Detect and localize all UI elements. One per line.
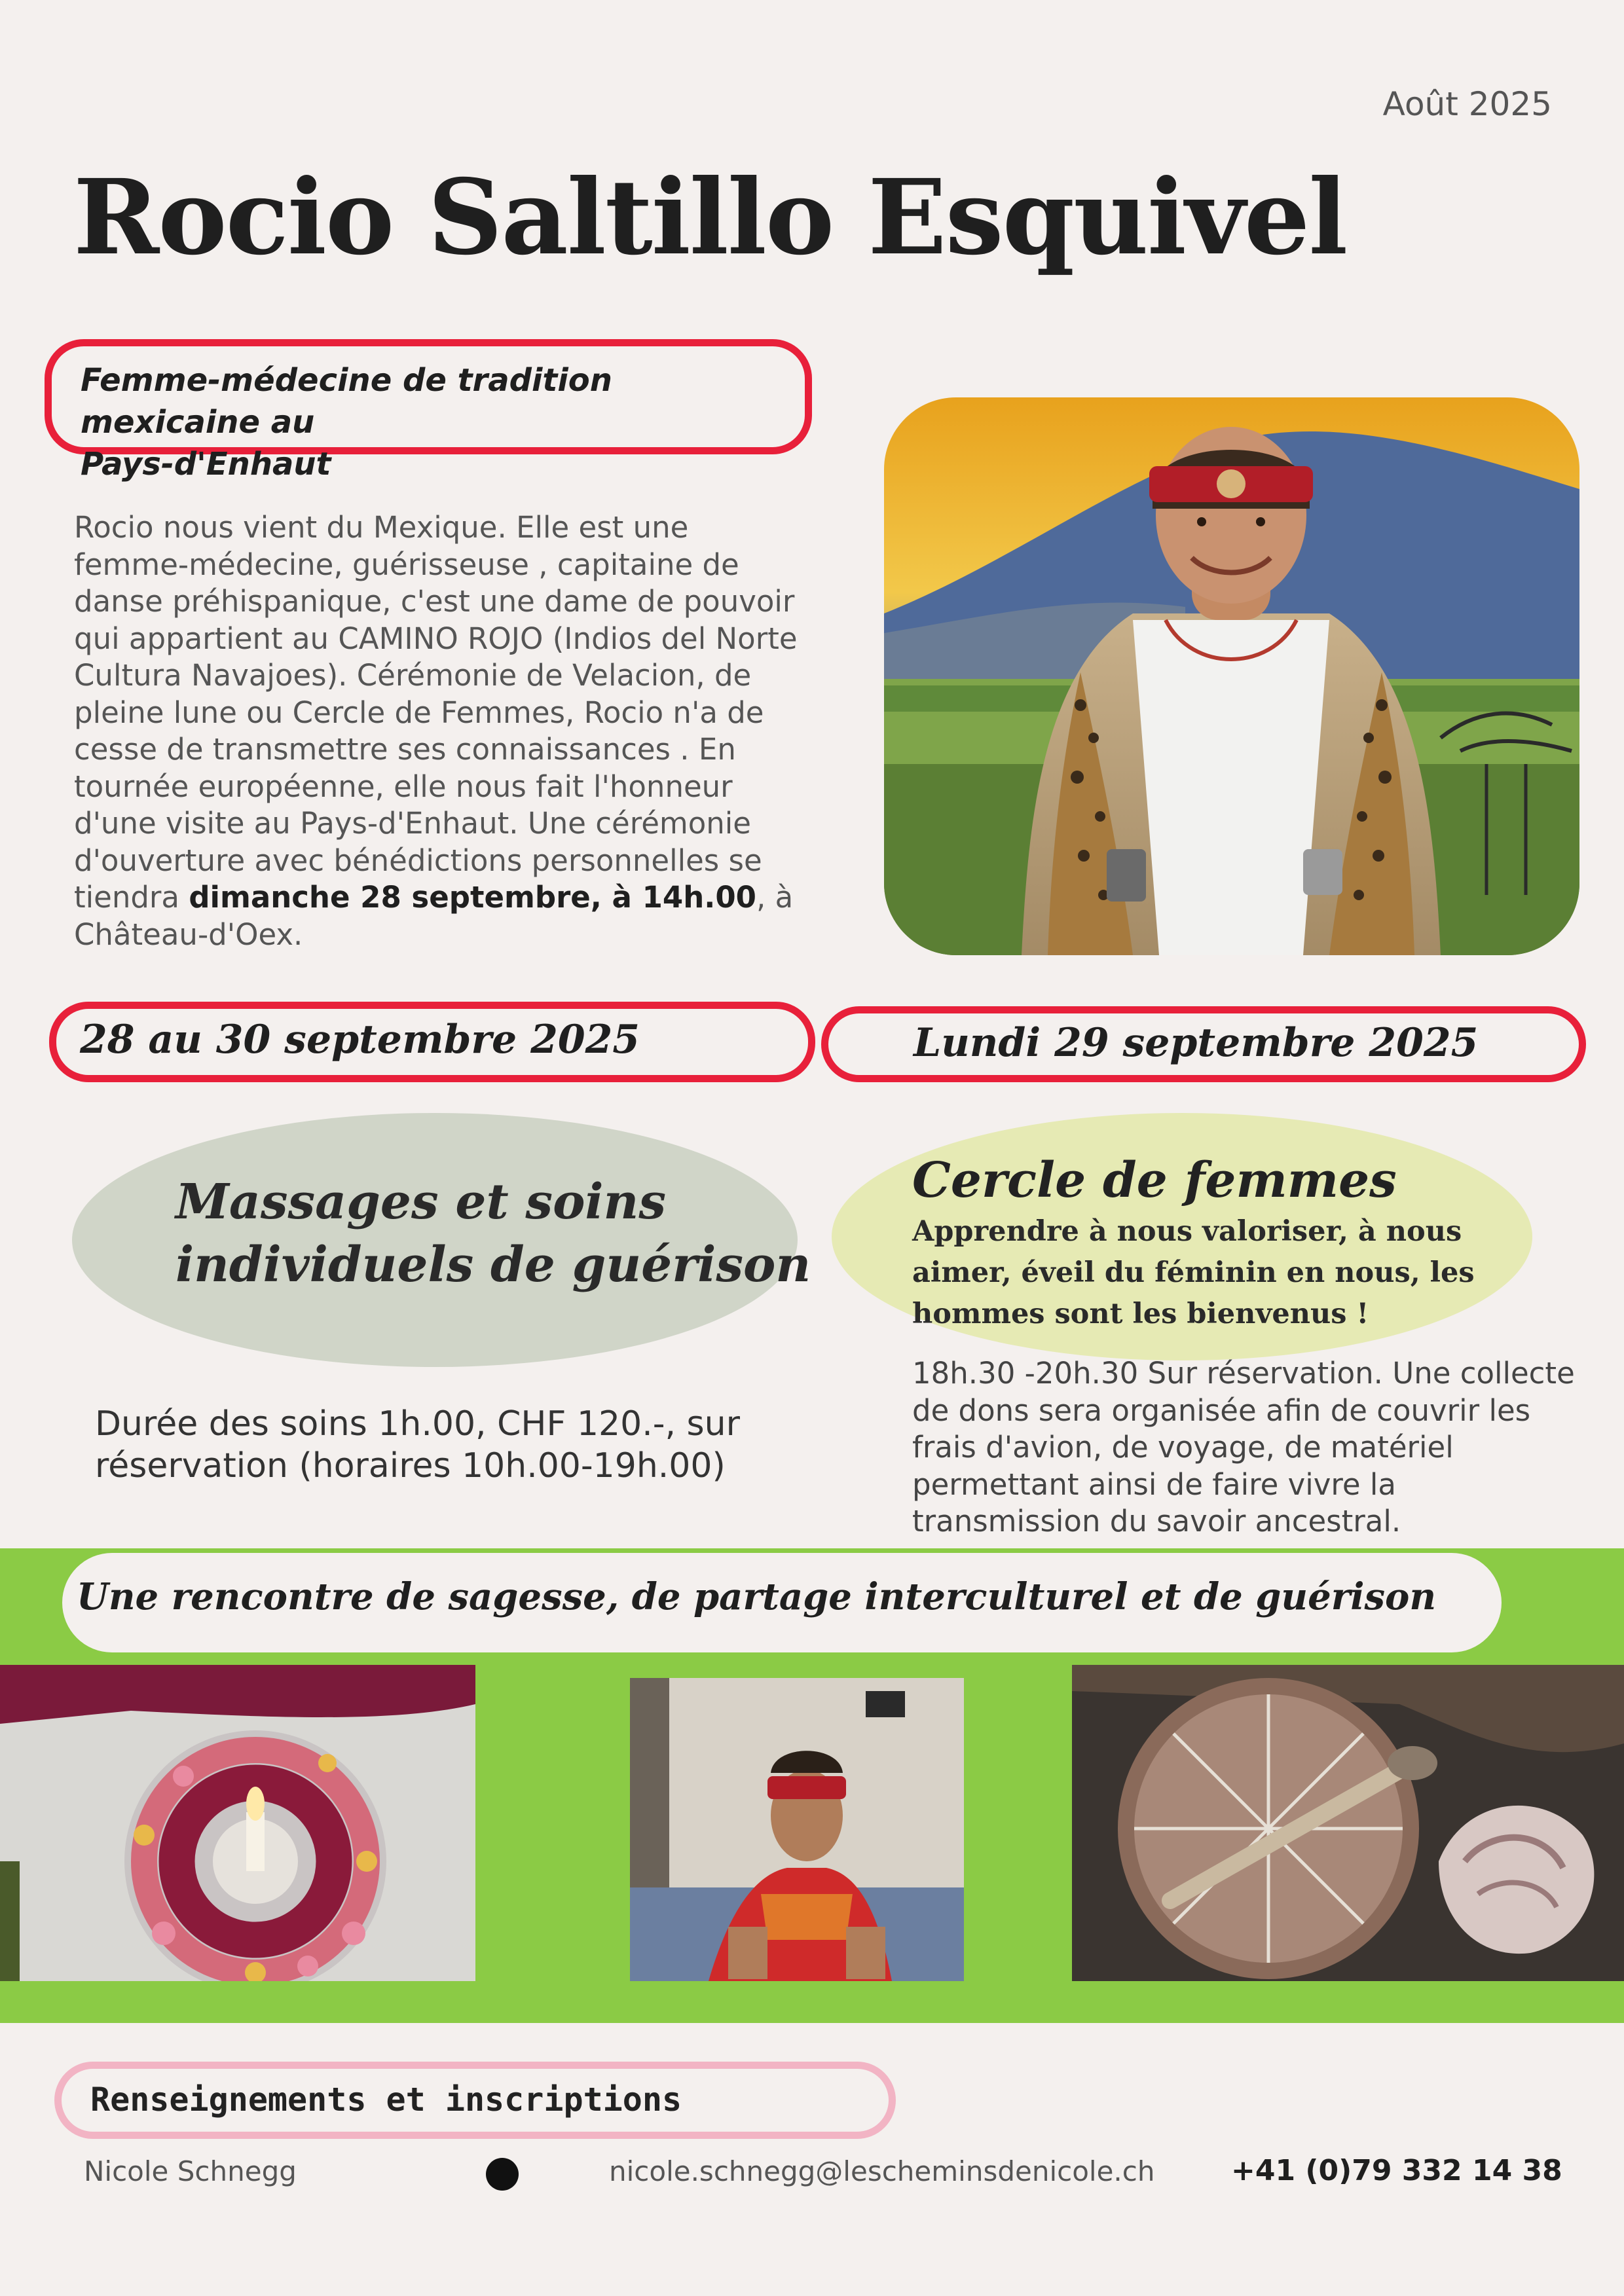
intro-text: Rocio nous vient du Mexique. Elle est une femme-médecine, guérisseuse , capitaine de danse préhispanique, c'est une dame de pouvoir qui appartient au CAMINO ROJO (Indios del Norte Cultura Navajoes). Cérémonie de Velacion, de pleine lune ou Cercle de Femmes, Rocio n'a de cesse de transmettre ses connaissances . En tournée européenne, elle nous fait l'honneur d'une visite au Pays-d'Enhaut. Une cérémonie d'ouverture avec bénédictions personnelles se tiendra [74, 510, 798, 915]
document-date: Août 2025 [1382, 85, 1552, 123]
massages-details: Durée des soins 1h.00, CHF 120.-, sur réservation (horaires 10h.00-19h.00) [95, 1404, 740, 1485]
flower-candle-photo [0, 1665, 475, 1981]
tagline-banner [62, 1553, 1502, 1652]
massage-photo [630, 1678, 964, 1981]
date-box-right [821, 1006, 1586, 1082]
tagline-text: Une rencontre de sagesse, de partage interculturel et de guérison [77, 1575, 1437, 1618]
cercle-details: 18h.30 -20h.30 Sur réservation. Une collecte de dons sera organisée afin de couvrir les frais d'avion, de voyage, de matériel permettant ainsi de faire vivre la transmission du savoir ancestral. [912, 1356, 1575, 1539]
intro-highlight: dimanche 28 septembre, à 14h.00 [189, 880, 756, 915]
subtitle-line-2: Pays-d'Enhaut [81, 446, 331, 483]
massages-title-line-1: Massages et soins [175, 1174, 666, 1230]
massages-title [175, 1171, 811, 1296]
page-title: Rocio Saltillo Esquivel [73, 157, 1347, 278]
cercle-subtitle: Apprendre à nous valoriser, à nous aimer, éveil du féminin en nous, les hommes sont les bienvenus ! [912, 1215, 1475, 1330]
bullet-dot [486, 2158, 519, 2191]
portrait-photo [884, 397, 1579, 955]
contact-email-link[interactable]: nicole.schnegg@lescheminsdenicole.ch [609, 2155, 1155, 2187]
contact-phone[interactable]: +41 (0)79 332 14 38 [1231, 2154, 1562, 2187]
cercle-title: Cercle de femmes [912, 1152, 1397, 1209]
subtitle-line-1: Femme-médecine de tradition mexicaine au [81, 362, 612, 441]
subtitle-box [45, 339, 812, 483]
contact-label: Renseignements et inscriptions [90, 2081, 682, 2119]
contact-name: Nicole Schnegg [84, 2155, 297, 2187]
date-monday-label: Lundi 29 septembre 2025 [913, 1020, 1479, 1066]
drum-shell-photo [1072, 1665, 1624, 1981]
massages-title-line-2: individuels de guérison [175, 1237, 811, 1293]
date-range-label: 28 au 30 septembre 2025 [80, 1017, 640, 1063]
intro-paragraph [74, 509, 807, 953]
contact-label-box [54, 2062, 896, 2139]
date-box-left [49, 1002, 815, 1082]
intro-tail: , à Château-d'Oex. [74, 880, 794, 952]
